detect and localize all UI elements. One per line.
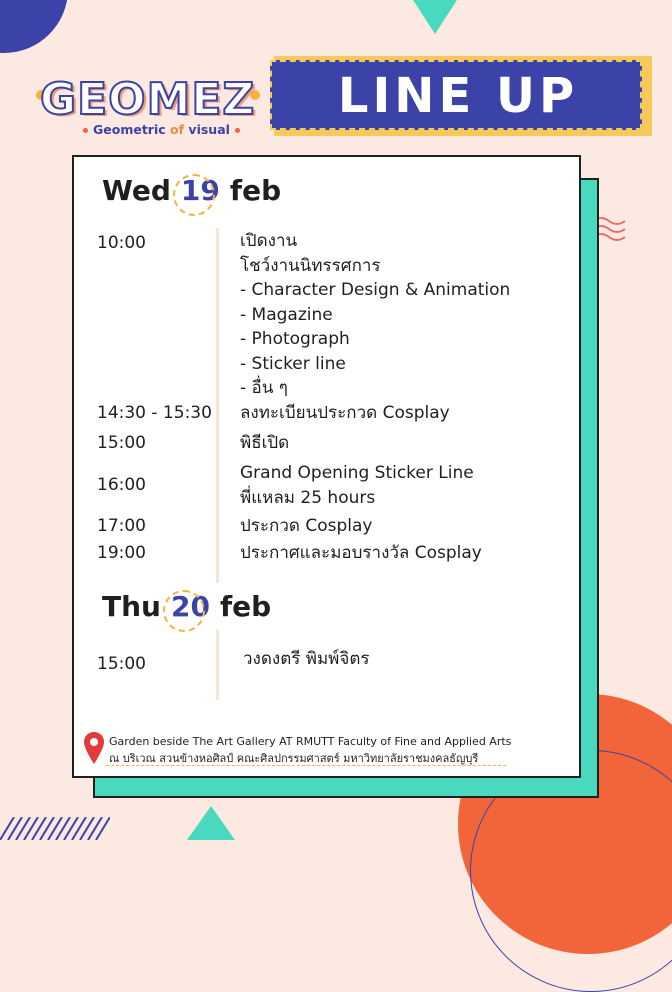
- day-prefix: Thu: [102, 590, 161, 623]
- schedule-day1: [97, 229, 557, 589]
- schedule-line: โชว์งานนิทรรศการ: [240, 255, 381, 276]
- schedule-desc: [240, 229, 510, 401]
- schedule-desc: ลงทะเบียนประกวด Cosplay: [240, 403, 450, 423]
- schedule-line: พี่แหลม 25 hours: [240, 487, 376, 508]
- day-number: 19: [175, 174, 226, 207]
- logo-subtitle-right: visual: [188, 122, 230, 137]
- location-pin-icon: [84, 732, 104, 764]
- schedule-line: - Character Design & Animation: [240, 280, 511, 300]
- schedule-time: 15:00: [97, 654, 146, 674]
- schedule-time: 14:30 - 15:30: [97, 403, 212, 423]
- decorative-circle-top-left: [0, 0, 68, 53]
- schedule-time: 10:00: [97, 233, 146, 253]
- schedule-line: - Photograph: [240, 329, 350, 349]
- day-prefix: Wed: [102, 174, 171, 207]
- schedule-desc: [240, 461, 474, 510]
- logo-subtitle: [78, 122, 245, 137]
- schedule-desc: วงดงตรี พิมพ์จิตร: [243, 649, 370, 669]
- banner-front-shape: [270, 60, 642, 130]
- schedule-line: เปิดงาน: [240, 231, 298, 251]
- schedule-desc: ประกวด Cosplay: [240, 516, 373, 536]
- logo-subtitle-of: of: [170, 122, 185, 137]
- day-suffix: feb: [229, 174, 282, 207]
- location-line-en: Garden beside The Art Gallery AT RMUTT Faculty of Fine and Applied Arts: [109, 735, 512, 748]
- schedule-line: - อื่น ๆ: [240, 378, 288, 398]
- day-header-wed: [102, 174, 281, 207]
- schedule-line: - Sticker line: [240, 353, 346, 374]
- schedule-desc: ประกาศและมอบรางวัล Cosplay: [240, 543, 482, 563]
- banner-title: LINE UP: [337, 68, 579, 124]
- schedule-line: Grand Opening Sticker Line: [240, 463, 474, 483]
- decorative-triangle-bottom: [187, 806, 235, 840]
- day-number: 20: [165, 590, 216, 623]
- schedule-time: 15:00: [97, 433, 146, 453]
- bullet-icon: [235, 128, 240, 133]
- bullet-icon: [83, 128, 88, 133]
- decorative-triangle-top: [413, 0, 457, 34]
- lineup-banner: [270, 56, 652, 136]
- location-underline: [106, 765, 506, 766]
- day-suffix: feb: [219, 590, 272, 623]
- schedule-time: 17:00: [97, 516, 146, 536]
- decorative-hatch-lines: [0, 817, 110, 840]
- logo-subtitle-left: Geometric: [93, 122, 166, 137]
- location-line-th: ณ บริเวณ สวนข้างหอศิลป์ คณะศิลปกรรมศาสตร์ มหาวิทยาลัยราชมงคลธัญบุรี: [109, 752, 479, 765]
- schedule-time: 16:00: [97, 475, 146, 495]
- logo: [36, 74, 266, 144]
- schedule-line: - Magazine: [240, 304, 333, 325]
- schedule-day2: [97, 650, 557, 680]
- schedule-desc: พิธีเปิด: [240, 433, 290, 453]
- logo-title: GEOMEZ: [40, 74, 256, 125]
- schedule-time: 19:00: [97, 543, 146, 563]
- day-header-thu: [102, 590, 271, 623]
